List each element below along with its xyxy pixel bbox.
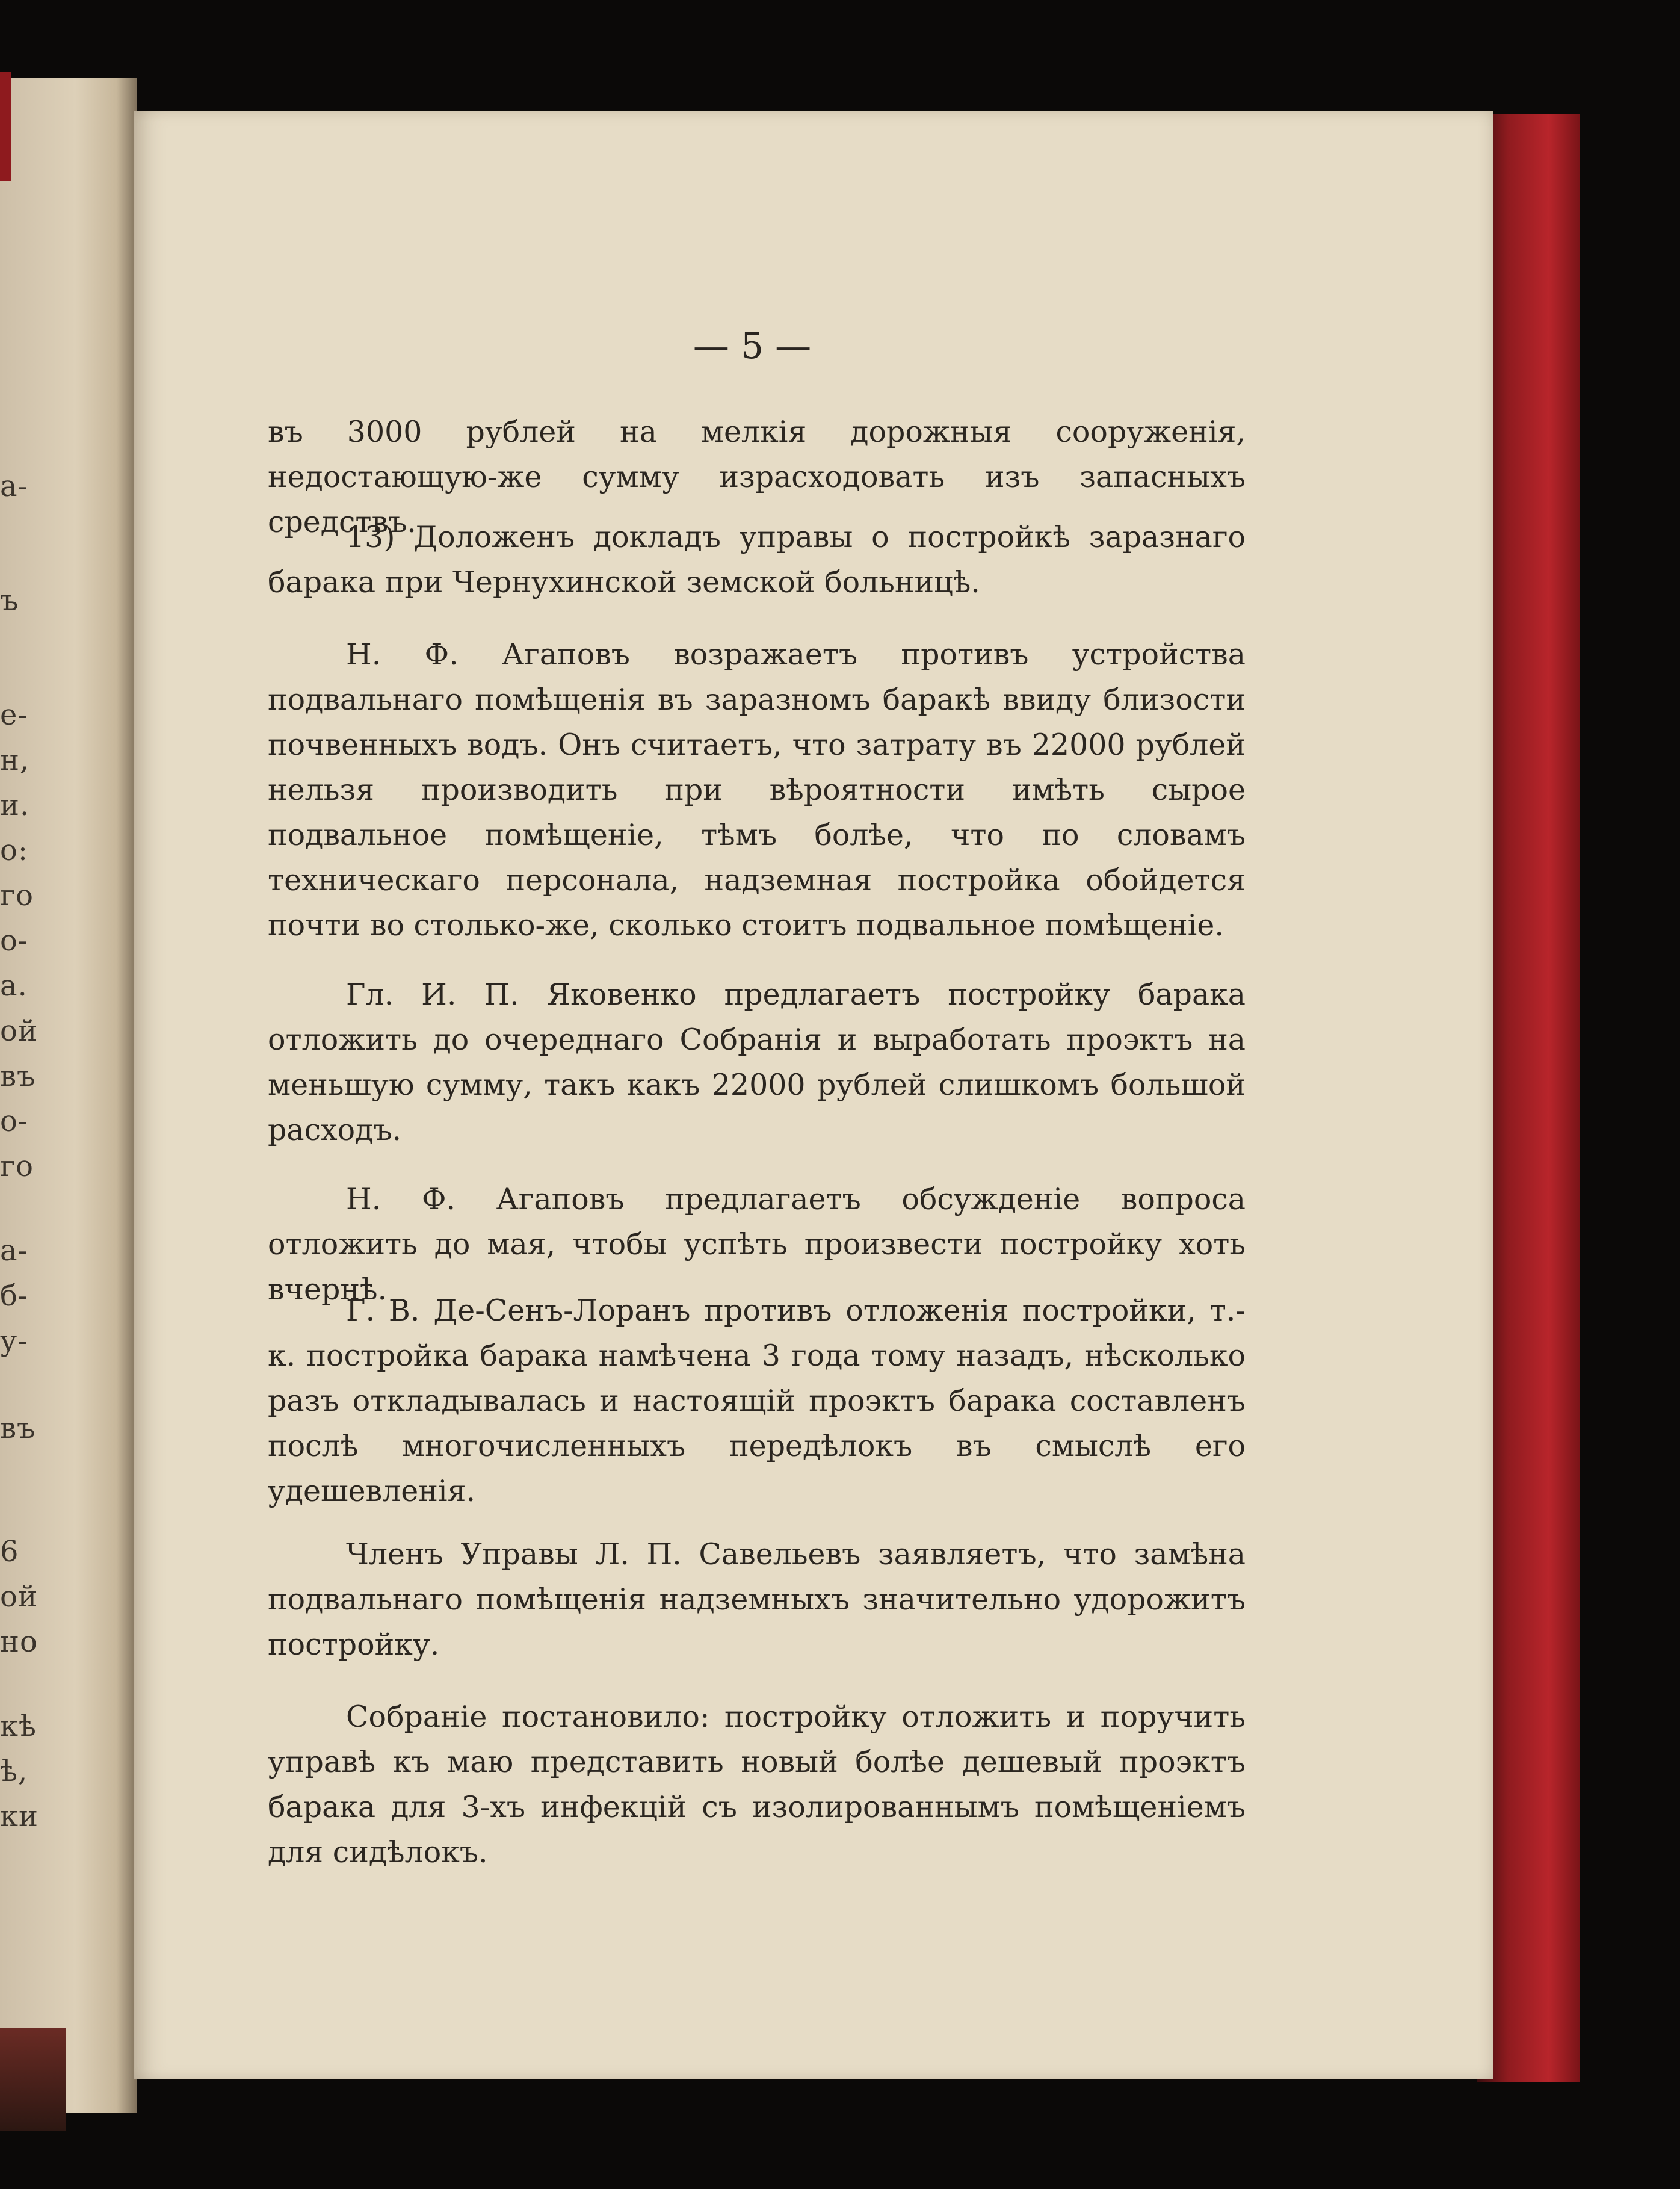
page-text-block <box>268 515 1246 605</box>
left-page-fragment: и. <box>0 788 30 822</box>
page-text-block <box>268 1694 1246 1875</box>
left-page-fragment: н, <box>0 743 30 777</box>
paragraph: Н. Ф. Агаповъ возражаетъ противъ устройства подвальнаго помѣщенія въ заразномъ баракѣ ввиду близости почвенныхъ водъ. Онъ считаетъ, что затрату въ 22000 рублей нельзя производить при вѣроятности имѣть сырое подвальное помѣщеніе, тѣмъ болѣе, что по словамъ техническаго персонала, надземная постройка обойдется почти во столько-же, сколько стоитъ подвальное помѣщеніе. <box>268 637 1246 943</box>
paragraph: въ 3000 рублей на мелкія дорожныя сооруженія, недостающую-же сумму израсходовать изъ запасныхъ средствъ. <box>268 415 1246 539</box>
paragraph: Гл. И. П. Яковенко предлагаетъ постройку барака отложить до очереднаго Собранія и выработать проэктъ на меньшую сумму, такъ какъ 22000 рублей слишкомъ большой расходъ. <box>268 977 1246 1147</box>
left-page-fragment: 6 <box>0 1535 19 1568</box>
left-page-fragment: ой <box>0 1580 38 1614</box>
page-text-block <box>268 1288 1246 1514</box>
left-page-fragment: кѣ <box>0 1709 37 1743</box>
left-page-fragment: а- <box>0 469 28 503</box>
left-page-fragment: въ <box>0 1059 36 1093</box>
left-cover-corner <box>0 2028 66 2131</box>
left-cover-edge <box>0 72 11 181</box>
paragraph: Собраніе постановило: постройку отложить и поручить управѣ къ маю представить новый болѣе дешевый проэктъ барака для 3-хъ инфекцій съ изолированнымъ помѣщеніемъ для сидѣлокъ. <box>268 1700 1246 1869</box>
left-page-fragment: го <box>0 1150 34 1183</box>
paragraph: Членъ Управы Л. П. Савельевъ заявляетъ, что замѣна подвальнаго помѣщенія надземныхъ значительно удорожитъ постройку. <box>268 1537 1246 1662</box>
left-page-fragment: но <box>0 1625 38 1659</box>
left-page-fragment: ой <box>0 1014 38 1048</box>
left-facing-page <box>0 78 137 2113</box>
page-number: — 5 — <box>693 325 812 367</box>
left-page-fragment: б- <box>0 1279 29 1313</box>
left-page-fragment: о- <box>0 1104 29 1138</box>
page-text-block <box>268 1532 1246 1667</box>
page-text-block <box>268 632 1246 948</box>
left-page-fragment: у- <box>0 1324 28 1358</box>
paragraph: 13) Доложенъ докладъ управы о постройкѣ заразнаго барака при Чернухинской земской больницѣ. <box>268 520 1246 599</box>
left-page-fragment: о: <box>0 834 29 867</box>
left-page-fragment: а- <box>0 1234 28 1268</box>
left-page-fragment: въ <box>0 1411 36 1445</box>
paragraph: Н. Ф. Агаповъ предлагаетъ обсужденіе вопроса отложить до мая, чтобы успѣть произвести постройку хоть вчернѣ. <box>268 1182 1246 1307</box>
left-page-fragment: е- <box>0 698 28 732</box>
left-page-fragment: ки <box>0 1800 39 1833</box>
page-text-block <box>268 972 1246 1153</box>
paragraph: Г. В. Де-Сенъ-Лоранъ противъ отложенія постройки, т.-к. постройка барака намѣчена 3 года тому назадъ, нѣсколько разъ откладывалась и настоящій проэктъ барака составленъ послѣ многочисленныхъ передѣлокъ въ смыслѣ его удешевленія. <box>268 1293 1246 1508</box>
left-page-fragment: го <box>0 879 34 912</box>
left-page-fragment: ѣ, <box>0 1754 28 1788</box>
left-page-fragment: а. <box>0 969 28 1003</box>
left-page-fragment: о- <box>0 924 29 958</box>
left-page-fragment: ъ <box>0 584 19 618</box>
